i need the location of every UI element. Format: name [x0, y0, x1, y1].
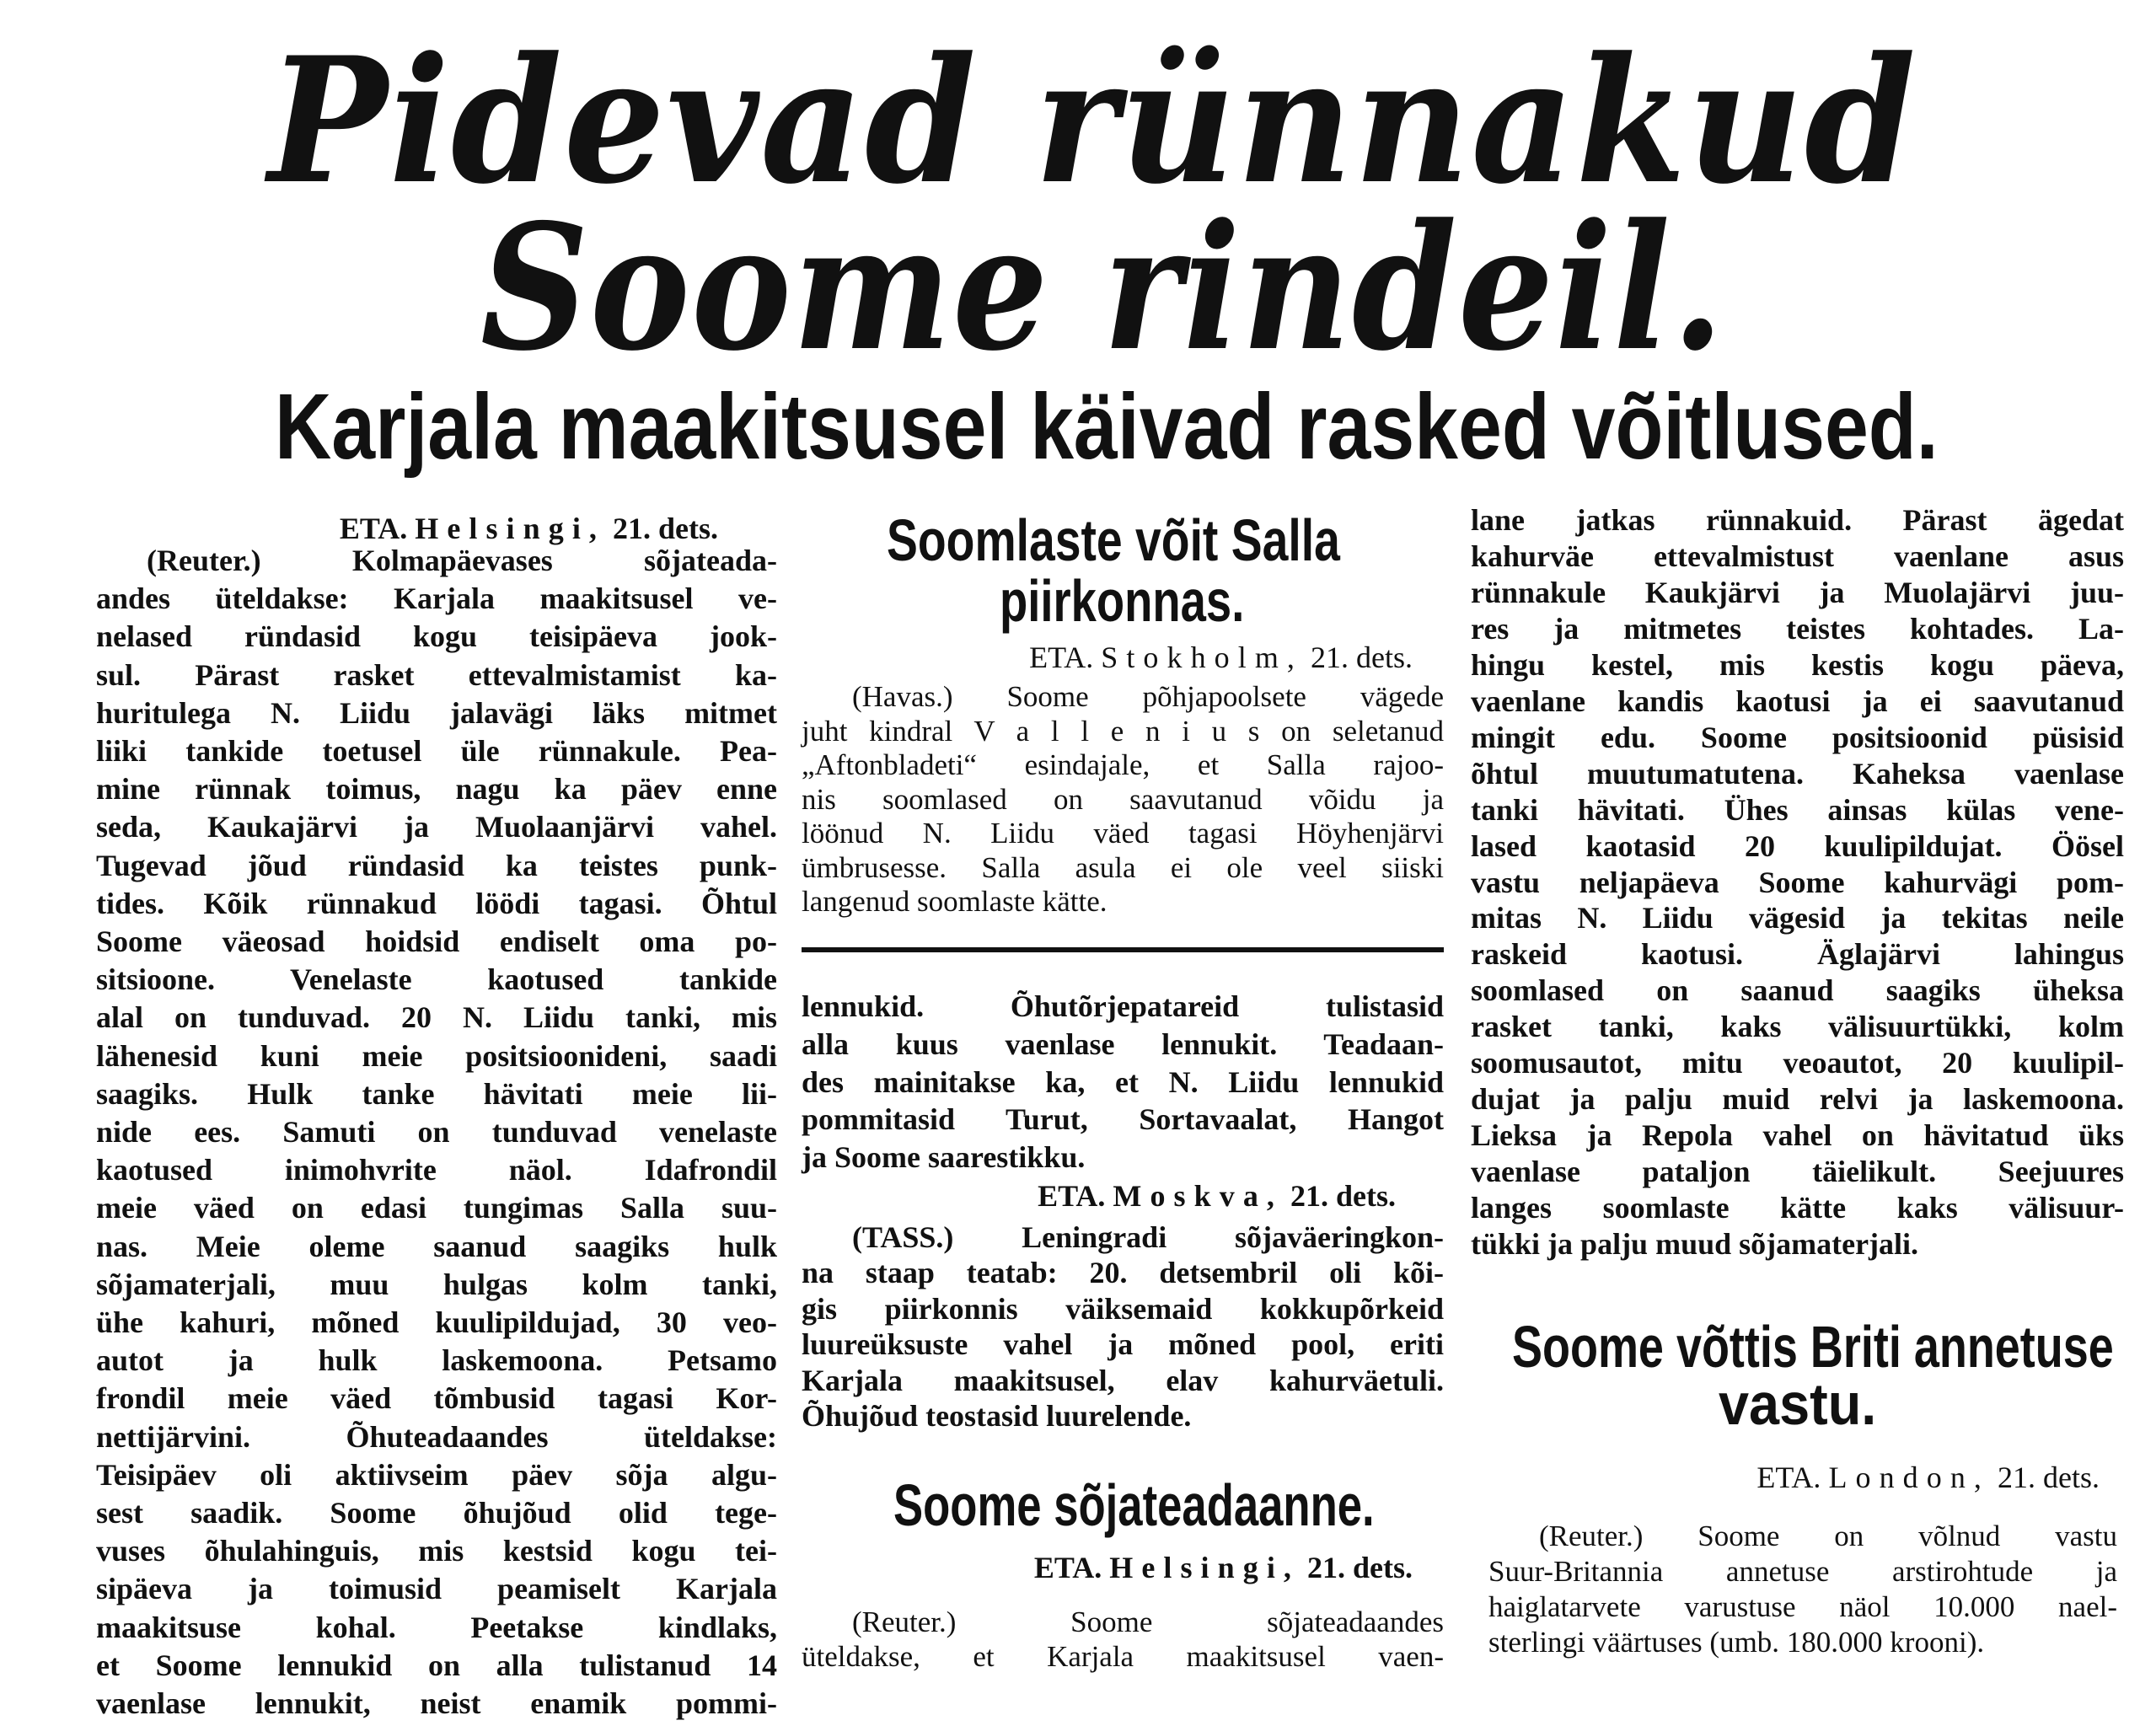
text-line: alal on tunduvad. 20 N. Liidu tanki, mis	[96, 1000, 777, 1035]
text-line: vaenlane kandis kaotusi ja ei saavutanud	[1471, 683, 2124, 718]
text-line: gis piirkonnis väiksemaid kokkupõrkeid	[802, 1291, 1444, 1326]
text-line: Teisipäev oli aktiivseim päev sõja algu-	[96, 1457, 777, 1492]
article-body-sojateadaanne-continued	[1471, 502, 2124, 1262]
text-line: raskeid kaotusi. Äglajärvi lahingus	[1471, 937, 2124, 972]
text-line: (Reuter.) Soome sõjateadaandes	[852, 1605, 1444, 1638]
article-body-salla	[802, 680, 1444, 919]
text-line: na staap teatab: 20. detsembril oli kõi-	[802, 1256, 1444, 1290]
text-line: Tugevad jõud ründasid ka teistes punk-	[96, 848, 777, 882]
dateline-date: 21. dets.	[1307, 1551, 1413, 1584]
text-line: vaenlase lennukit, neist enamik pommi-	[96, 1686, 777, 1721]
text-line: lennukid. Õhutõrjepatareid tulistasid	[802, 989, 1444, 1023]
text-line: nide ees. Samuti on tunduvad venelaste	[96, 1115, 777, 1150]
dateline-agency: ETA.	[1756, 1461, 1821, 1494]
text-line: autot ja hulk laskemoona. Petsamo	[96, 1343, 777, 1378]
text-line: vaenlase pataljon täielikult. Seejuures	[1471, 1155, 2124, 1189]
text-line: Lieksa ja Repola vahel on hävitatud üks	[1471, 1118, 2124, 1153]
text-line: (Reuter.) Kolmapäevases sõjateada-	[147, 544, 777, 577]
dateline-place: Moskva,	[1113, 1179, 1283, 1213]
main-headline-text: Soome rindeil.	[480, 187, 1726, 389]
title-line: Soome võttis Briti annetuse	[1512, 1314, 2114, 1380]
dateline-stokholm	[802, 641, 1413, 674]
text-line: vuses õhulahinguis, mis kestsid kogu tei-	[96, 1534, 777, 1568]
article-body-main-continued	[802, 988, 1444, 1177]
text-line: lane jatkas rünnakuid. Pärast ägedat	[1471, 503, 2124, 537]
article-body-main	[96, 542, 777, 1723]
text-line: üteldakse, et Karjala maakitsusel vaen-	[802, 1640, 1444, 1673]
text-line: juht kindral V a l l e n i u s on seletanud	[802, 714, 1444, 748]
text-line: ja Soome saarestikku.	[802, 1140, 1086, 1174]
dateline-place: London,	[1828, 1461, 1990, 1494]
text-line: Suur-Britannia annetuse arstirohtude ja	[1488, 1555, 2117, 1588]
text-line: kahurväe ettevalmistust vaenlane asus	[1471, 539, 2124, 573]
text-line: sipäeva ja toimusid peamiselt Karjala	[96, 1572, 777, 1606]
article-body-briti	[1488, 1519, 2117, 1660]
text-line: vastu neljapäeva Soome kahurvägi pom-	[1471, 865, 2124, 899]
text-line: Karjala maakitsusel, elav kahurväetuli.	[802, 1363, 1444, 1397]
text-line: langes soomlaste kätte kaks välisuur-	[1471, 1191, 2124, 1225]
text-line: mingit edu. Soome positsioonid püsisid	[1471, 720, 2124, 754]
dateline-agency: ETA.	[1029, 641, 1094, 674]
dateline-date: 21. dets.	[1311, 641, 1413, 674]
article-title-briti	[1512, 1314, 2114, 1380]
text-line: andes üteldakse: Karjala maakitsusel ve-	[96, 582, 777, 616]
text-line: mitas N. Liidu vägesid ja tekitas neile	[1471, 901, 2124, 935]
dateline-agency: ETA.	[1038, 1179, 1106, 1213]
dateline-date: 21. dets.	[1290, 1179, 1396, 1213]
text-line: sitsioone. Venelaste kaotused tankide	[96, 962, 777, 997]
article-title-sojateadaanne	[893, 1472, 1375, 1538]
text-line: des mainitakse ka, et N. Liidu lennukid	[802, 1064, 1444, 1099]
text-line: alla kuus vaenlase lennukit. Teadaan-	[802, 1026, 1444, 1061]
text-line: frondil meie väed tõmbusid tagasi Kor-	[96, 1381, 777, 1416]
text-line: lased kaotasid 20 kuulipildujat. Öösel	[1471, 828, 2124, 863]
text-line: (Havas.) Soome põhjapoolsete vägede	[852, 680, 1444, 713]
title-line: vastu.	[1719, 1371, 1877, 1437]
text-line: lähenesid kuni meie positsioonideni, saadi	[96, 1038, 777, 1073]
text-line: sõjamaterjali, muu hulgas kolm tanki,	[96, 1267, 777, 1301]
text-line: tanki hävitati. Ühes ainsas külas vene-	[1471, 792, 2124, 827]
text-line: Õhujõud teostasid luurelende.	[802, 1399, 1192, 1434]
column-divider-rule	[802, 947, 1444, 952]
text-line: pommitasid Turut, Sortavaalat, Hangot	[802, 1102, 1444, 1137]
dateline-date: 21. dets.	[1998, 1461, 2100, 1494]
article-body-moskva	[802, 1219, 1444, 1434]
text-line: kaotused inimohvrite näol. Idafrondil	[96, 1153, 777, 1187]
subheadline	[275, 375, 1939, 479]
text-line: seda, Kaukajärvi ja Muolaanjärvi vahel.	[96, 810, 777, 844]
dateline-helsingi-2	[802, 1549, 1413, 1586]
dateline-agency: ETA.	[1033, 1551, 1102, 1584]
text-line: dujat ja palju muid relvi ja laskemoona.	[1471, 1082, 2124, 1117]
text-line: luureüksuste vahel ja mõned pool, eriti	[802, 1327, 1444, 1362]
text-line: nas. Meie oleme saanud saagiks hulk	[96, 1229, 777, 1263]
text-line: meie väed on edasi tungimas Salla suu-	[96, 1191, 777, 1225]
text-line: hingu kestel, mis kestis kogu päeva,	[1471, 647, 2124, 682]
text-line: nis soomlased on saavutanud võidu ja	[802, 782, 1444, 816]
text-line: maakitsuse kohal. Peetakse kindlaks,	[96, 1610, 777, 1644]
dateline-agency: ETA.	[339, 512, 408, 545]
text-line: res ja mitmetes teistes kohtades. La-	[1471, 611, 2124, 646]
title-line: Soomlaste võit Salla	[887, 507, 1340, 573]
main-headline-text: Pidevad rünnakud	[268, 20, 1917, 222]
text-line: et Soome lennukid on alla tulistanud 14	[96, 1648, 777, 1682]
dateline-london	[1488, 1459, 2100, 1496]
text-line: (Reuter.) Soome on võlnud vastu	[1539, 1520, 2117, 1552]
text-line: saagiks. Hulk tanke hävitati meie lii-	[96, 1076, 777, 1111]
dateline-place: Helsingi,	[1109, 1551, 1300, 1584]
text-line: ümbrusesse. Salla asula ei ole veel siiski	[802, 850, 1444, 884]
main-headline-line-1	[268, 20, 1917, 222]
title-line: Soome sõjateadaanne.	[893, 1472, 1375, 1538]
text-line: sul. Pärast rasket ettevalmistamist ka-	[96, 657, 777, 692]
text-line: „Aftonbladeti“ esindajale, et Salla rajoo-	[802, 748, 1444, 781]
main-headline-line-2	[480, 187, 1726, 389]
text-line: haiglatarvete varustuse näol 10.000 nael-	[1488, 1590, 2117, 1623]
text-line: ühe kahuri, mõned kuulipildujad, 30 veo-	[96, 1305, 777, 1340]
article-body-sojateadaanne	[802, 1605, 1444, 1674]
text-line: sest saadik. Soome õhujõud olid tege-	[96, 1496, 777, 1530]
dateline-place: Helsingi,	[415, 512, 605, 545]
text-line: sterlingi väärtuses (umb. 180.000 krooni).	[1488, 1626, 1985, 1659]
text-line: soomusautot, mitu veoautot, 20 kuulipil-	[1471, 1046, 2124, 1080]
text-line: õhtul muutumatutena. Kaheksa vaenlase	[1471, 756, 2124, 791]
dateline-date: 21. dets.	[613, 512, 718, 545]
article-title-salla-line-2	[1000, 568, 1245, 634]
text-line: huritulega N. Liidu jalavägi läks mitmet	[96, 695, 777, 730]
article-title-briti-line-2	[1719, 1371, 1877, 1437]
dateline-place: Stokholm,	[1101, 641, 1303, 674]
text-line: nelased ründasid kogu teisipäeva jook-	[96, 619, 777, 654]
dateline-moskva	[802, 1177, 1396, 1214]
text-line: (TASS.) Leningradi sõjaväeringkon-	[852, 1220, 1444, 1254]
article-title-salla	[887, 507, 1340, 573]
text-line: rünnakule Kaukjärvi ja Muolajärvi juu-	[1471, 575, 2124, 609]
subheadline-text: Karjala maakitsusel käivad rasked võitlused.	[275, 375, 1939, 479]
text-line: liiki tankide toetusel üle rünnakule. Pea-	[96, 734, 777, 769]
text-line: langenud soomlaste kätte.	[802, 885, 1107, 918]
text-line: nettijärvini. Õhuteadaandes üteldakse:	[96, 1419, 777, 1454]
text-line: soomlased on saanud saagiks üheksa	[1471, 973, 2124, 1008]
title-line: piirkonnas.	[1000, 568, 1245, 634]
text-line: rasket tanki, kaks välisuurtükki, kolm	[1471, 1010, 2124, 1044]
text-line: mine rünnak toimus, nagu ka päev enne	[96, 772, 777, 807]
text-line: tükki ja palju muud sõjamaterjali.	[1471, 1227, 1919, 1262]
text-line: löönud N. Liidu väed tagasi Höyhenjärvi	[802, 817, 1444, 850]
text-line: Soome väeosad hoidsid endiselt oma po-	[96, 925, 777, 959]
text-line: tides. Kõik rünnakud löödi tagasi. Õhtul	[96, 886, 777, 920]
